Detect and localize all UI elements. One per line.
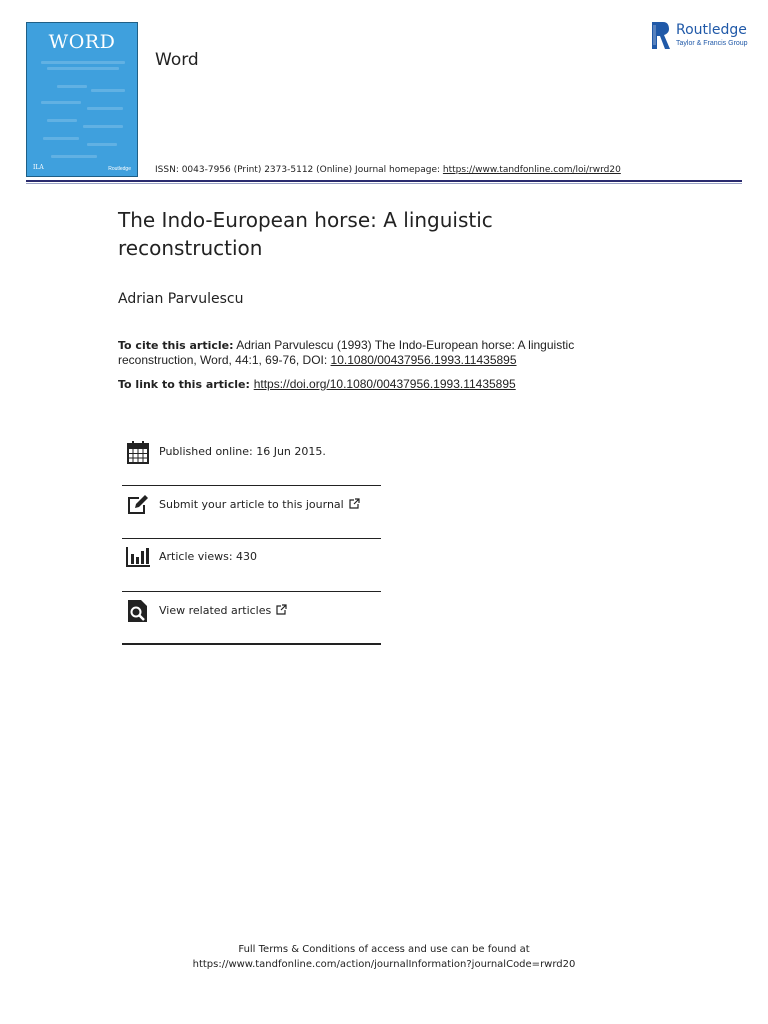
article-views-row (126, 545, 381, 575)
footer-terms-link[interactable]: https://www.tandfonline.com/action/journalInformation?journalCode=rwrd20 (192, 959, 576, 970)
submit-article-link[interactable] (159, 498, 360, 511)
item-divider (122, 591, 381, 592)
published-online-row (126, 440, 381, 470)
related-articles-row[interactable] (126, 599, 381, 629)
calendar-icon (126, 440, 150, 464)
journal-homepage-link[interactable]: https://www.tandfonline.com/loi/rwrd20 (442, 165, 621, 175)
header-divider-thin (26, 183, 742, 184)
cover-footer-label: ILA (33, 164, 44, 171)
issn-line (155, 165, 621, 175)
related-articles-link[interactable] (159, 604, 287, 617)
footer-terms (0, 942, 768, 972)
footer-line-1: Full Terms & Conditions of access and use can be found at (238, 944, 530, 955)
citation-block (118, 338, 588, 368)
article-title: The Indo-European horse: A linguistic reconstruction (118, 208, 493, 260)
journal-cover-image (26, 22, 138, 177)
header-divider (26, 180, 742, 182)
external-link-icon (276, 604, 287, 615)
logo-brand: Routledge (676, 22, 747, 38)
link-label: To link to this article: (118, 378, 254, 391)
submit-article-row[interactable] (126, 493, 381, 523)
cite-label: To cite this article: (118, 339, 234, 352)
cite-doi-link[interactable]: 10.1080/00437956.1993.11435895 (330, 353, 517, 367)
item-divider (122, 643, 381, 645)
issn-text: ISSN: 0043-7956 (Print) 2373-5112 (Online) Journal homepage: (155, 165, 443, 175)
cover-title: WORD (48, 31, 116, 53)
journal-name: Word (155, 50, 199, 70)
related-articles-label: View related articles (159, 604, 272, 617)
article-views-text: Article views: 430 (159, 550, 258, 563)
cite-text: Adrian Parvulescu (1993) The Indo-European horse: A linguistic reconstruction, Word, 44:1, 69-76, DOI: (118, 338, 575, 367)
logo-group: Taylor & Francis Group (676, 40, 748, 47)
routledge-r-icon (652, 22, 670, 49)
external-link-icon (349, 498, 360, 509)
cover-publisher-mark: Routledge (108, 166, 131, 172)
article-doi-link[interactable]: https://doi.org/10.1080/00437956.1993.11435895 (253, 377, 516, 391)
edit-icon (126, 493, 150, 517)
item-divider (122, 538, 381, 539)
search-document-icon (126, 599, 150, 623)
published-online-text: Published online: 16 Jun 2015. (159, 445, 326, 458)
item-divider (122, 485, 381, 486)
bar-chart-icon (126, 545, 150, 569)
submit-article-label: Submit your article to this journal (159, 498, 344, 511)
link-to-article (118, 377, 516, 391)
article-author: Adrian Parvulescu (118, 291, 244, 307)
